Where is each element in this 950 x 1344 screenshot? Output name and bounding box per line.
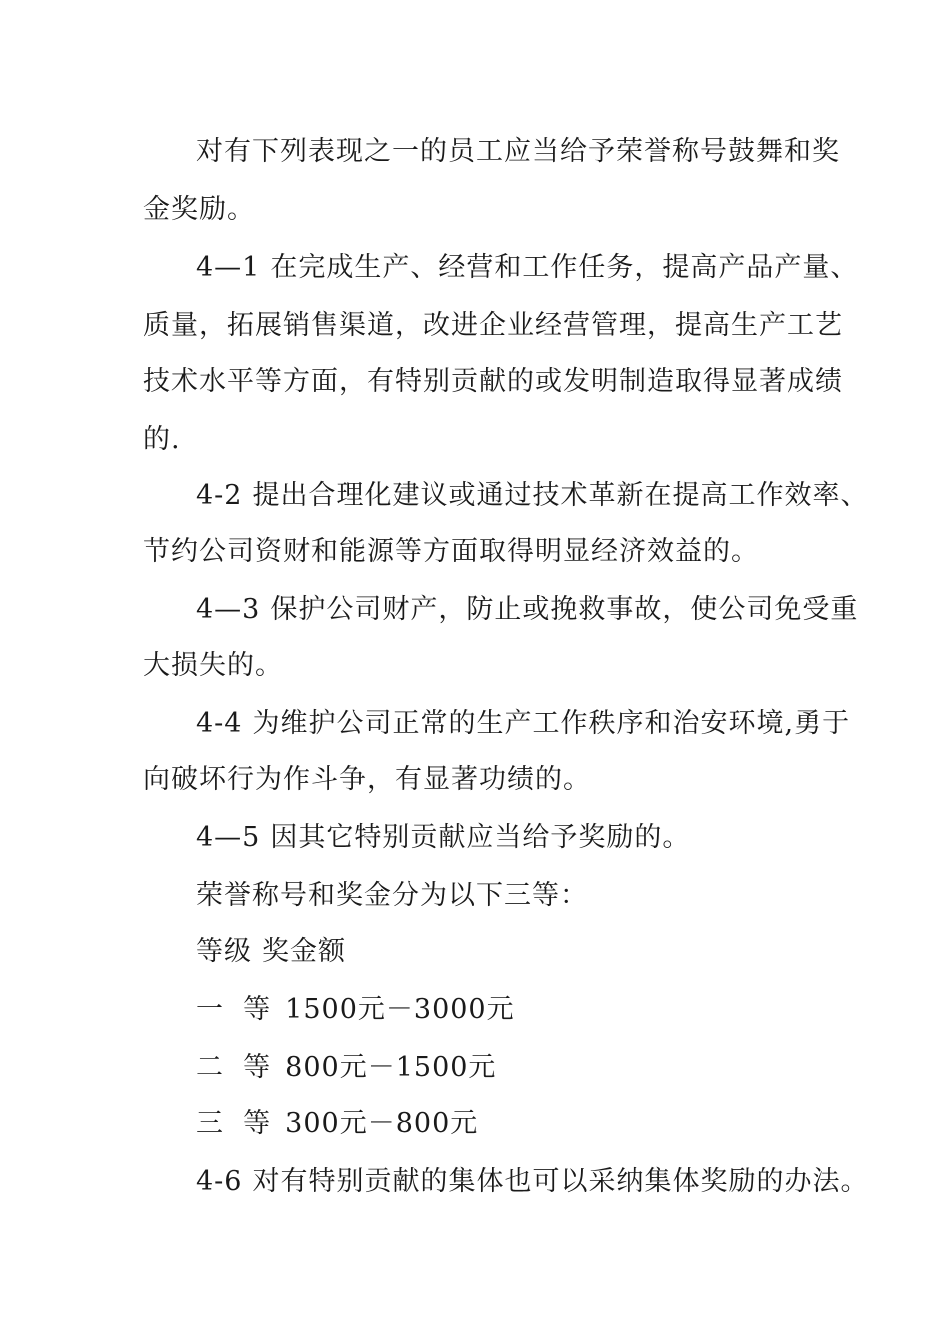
grades-intro-text: 荣誉称号和奖金分为以下三等： bbox=[196, 880, 588, 911]
grade-header: 等级 bbox=[196, 936, 252, 967]
item-text: 因其它特别贡献应当给予奖励的。 bbox=[270, 822, 691, 853]
item-4-5-line bbox=[196, 822, 690, 854]
item-4-1-line bbox=[143, 310, 843, 342]
item-text: 技术水平等方面，有特别贡献的或发明制造取得显著成绩 bbox=[143, 366, 843, 397]
item-4-3-line bbox=[196, 594, 858, 626]
grade-amount: 300元－800元 bbox=[285, 1108, 479, 1139]
item-4-1-line bbox=[143, 366, 843, 398]
item-number: 4-6 bbox=[196, 1166, 243, 1197]
grade-amount: 800元－1500元 bbox=[285, 1052, 497, 1083]
item-number: 4—1 bbox=[196, 252, 261, 283]
intro-text: 金奖励。 bbox=[143, 194, 255, 225]
item-text: 保护公司财产，防止或挽救事故，使公司免受重 bbox=[270, 594, 859, 625]
grade-label: 三 等 bbox=[196, 1108, 272, 1139]
intro-paragraph-line bbox=[196, 136, 840, 168]
item-text: 在完成生产、经营和工作任务，提高产品产量、 bbox=[270, 252, 859, 283]
item-4-6-line bbox=[196, 1166, 868, 1198]
item-4-4-line bbox=[143, 764, 591, 796]
item-number: 4—3 bbox=[196, 594, 261, 625]
grades-table-row bbox=[196, 994, 515, 1026]
item-4-2-line bbox=[196, 480, 868, 512]
item-4-2-line bbox=[143, 536, 759, 568]
item-4-1-line bbox=[143, 424, 181, 456]
grades-table-row bbox=[196, 1052, 496, 1084]
item-4-4-line bbox=[196, 708, 850, 740]
grade-label: 一 等 bbox=[196, 994, 272, 1025]
item-text: 的. bbox=[143, 424, 181, 455]
amount-header: 奖金额 bbox=[262, 936, 346, 967]
item-text: 提出合理化建议或通过技术革新在提高工作效率、 bbox=[252, 480, 869, 511]
grade-amount: 1500元－3000元 bbox=[285, 994, 515, 1025]
item-text: 节约公司资财和能源等方面取得明显经济效益的。 bbox=[143, 536, 759, 567]
intro-text: 对有下列表现之一的员工应当给予荣誉称号鼓舞和奖 bbox=[196, 136, 840, 167]
item-text: 大损失的。 bbox=[143, 650, 283, 681]
item-number: 4—5 bbox=[196, 822, 261, 853]
grades-table-header bbox=[196, 936, 346, 968]
item-text: 对有特别贡献的集体也可以采纳集体奖励的办法。 bbox=[252, 1166, 869, 1197]
grades-intro bbox=[196, 880, 588, 912]
item-4-3-line bbox=[143, 650, 283, 682]
item-text: 为维护公司正常的生产工作秩序和治安环境,勇于 bbox=[252, 708, 851, 739]
item-text: 向破坏行为作斗争，有显著功绩的。 bbox=[143, 764, 591, 795]
grades-table-row bbox=[196, 1108, 478, 1140]
grade-label: 二 等 bbox=[196, 1052, 272, 1083]
intro-paragraph-line bbox=[143, 194, 255, 226]
item-number: 4-2 bbox=[196, 480, 243, 511]
item-number: 4-4 bbox=[196, 708, 243, 739]
item-4-1-line bbox=[196, 252, 858, 284]
item-text: 质量，拓展销售渠道，改进企业经营管理，提高生产工艺 bbox=[143, 310, 843, 341]
